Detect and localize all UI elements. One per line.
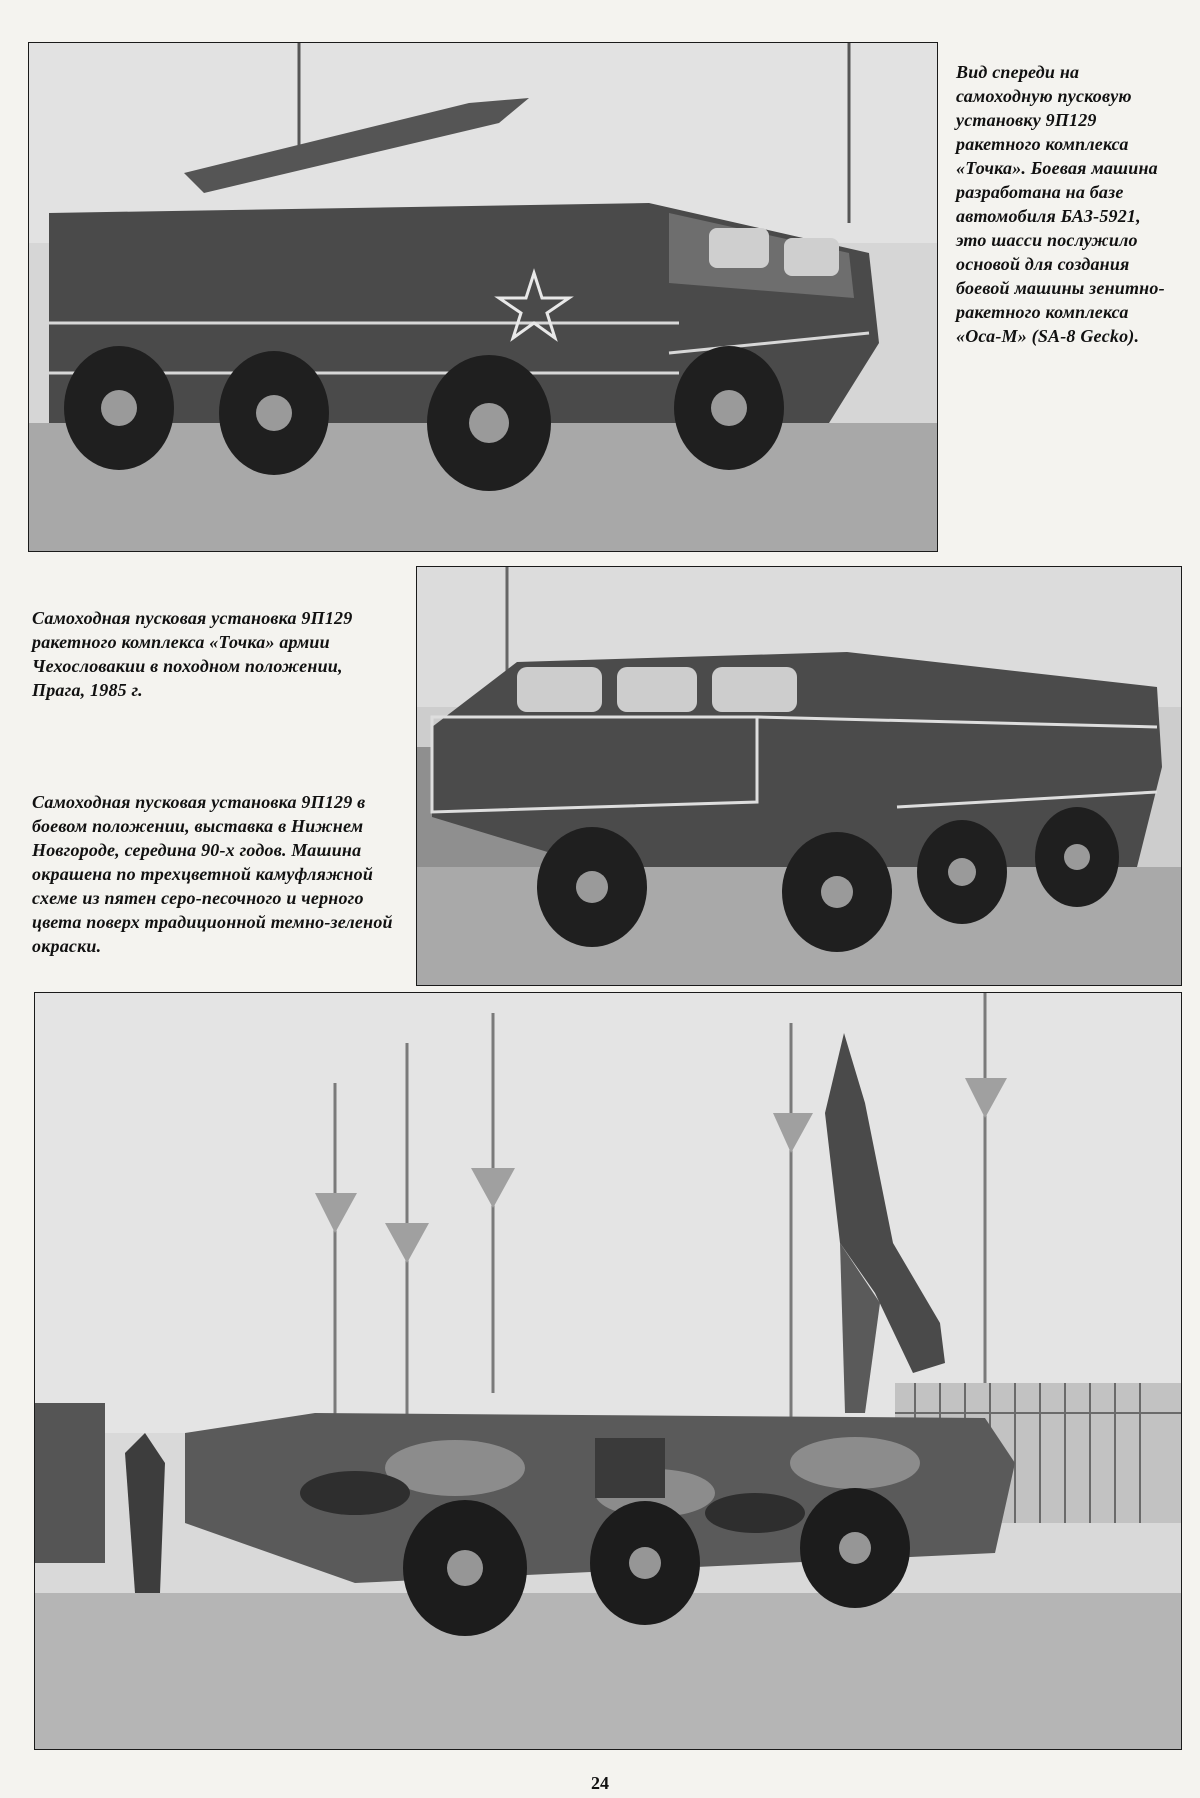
photo-top-image [29,43,937,551]
caption-middle-left-2: Самоходная пусковая установка 9П129 в боевом положении, выставка в Нижнем Новгороде, середина 90-х годов. Машина окрашена по трехцветной камуфляжной схеме из пятен серо-песочного и черного цвета поверх традиционной темно-зеленой окраски. [32,792,393,956]
page-number: 24 [591,1773,609,1793]
caption-top-right: Вид спереди на самоходную пусковую установку 9П129 ракетного комплекса «Точка». Боевая машина разработана на базе автомобиля БАЗ-5921, это шасси послужило основой для создания боевой машины зенитно-ракетного комплекса «Оса-М» (SA-8 Gecko). [956,62,1165,346]
photo-bottom-launcher-combat [34,992,1182,1750]
photo-middle-launcher-prague [416,566,1182,986]
photo-bottom-image [35,993,1181,1749]
caption-middle-left-1: Самоходная пусковая установка 9П129 ракетного комплекса «Точка» армии Чехословакии в походном положении, Прага, 1985 г. [32,608,353,700]
photo-top-launcher-front [28,42,938,552]
photo-middle-image [417,567,1181,985]
